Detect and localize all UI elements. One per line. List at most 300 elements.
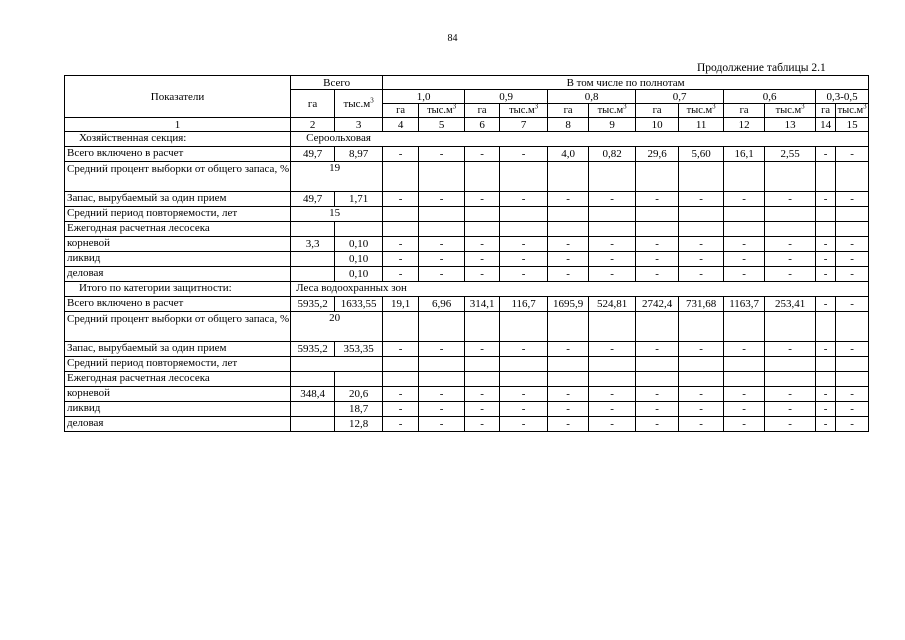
cell-empty [724, 162, 765, 192]
cell-empty [548, 207, 589, 222]
cell-value: - [679, 252, 724, 267]
cell-value: - [836, 402, 869, 417]
cell-empty [636, 162, 679, 192]
cell-empty [465, 222, 500, 237]
cell-empty [679, 372, 724, 387]
table-row [65, 402, 869, 417]
header-group: 1,0 [383, 90, 465, 104]
table-row [65, 147, 869, 162]
cell-value: - [765, 192, 816, 207]
section-label: Итого по категории защитности: [65, 282, 291, 297]
cell-total-vol: 18,7 [335, 402, 383, 417]
table-row [65, 192, 869, 207]
cell-value: - [589, 342, 636, 357]
cell-span-value: 20 [291, 312, 383, 342]
cell-empty [816, 162, 836, 192]
cell-value: - [465, 267, 500, 282]
cell-value: - [548, 387, 589, 402]
column-number: 9 [589, 118, 636, 132]
cell-value: - [816, 252, 836, 267]
cell-value: - [724, 252, 765, 267]
cell-empty [500, 312, 548, 342]
cell-value: - [500, 252, 548, 267]
section-value: Сероольховая [291, 132, 869, 147]
cell-value: - [383, 192, 419, 207]
cell-value: - [816, 342, 836, 357]
cell-value: - [419, 417, 465, 432]
cell-value: - [679, 417, 724, 432]
header-group: 0,7 [636, 90, 724, 104]
cell-empty [724, 357, 765, 372]
cell-empty [383, 372, 419, 387]
cell-empty [548, 372, 589, 387]
table-row [65, 222, 869, 237]
cell-value: - [548, 417, 589, 432]
table-row [65, 372, 869, 387]
row-label: деловая [65, 267, 291, 282]
cell-value: - [500, 342, 548, 357]
cell-value: - [836, 297, 869, 312]
cell-value: - [419, 402, 465, 417]
cell-value: - [383, 417, 419, 432]
cell-value: - [419, 192, 465, 207]
cell-empty [836, 357, 869, 372]
cell-value: - [465, 387, 500, 402]
cell-value: - [816, 147, 836, 162]
cell-value: - [836, 267, 869, 282]
cell-value: - [383, 402, 419, 417]
cell-value: 4,0 [548, 147, 589, 162]
cell-total-ha [291, 402, 335, 417]
cell-value: - [724, 342, 765, 357]
cell-empty [383, 162, 419, 192]
row-label: Ежегодная расчетная лесосека [65, 372, 291, 387]
cell-value: - [589, 267, 636, 282]
cell-value: 1163,7 [724, 297, 765, 312]
header-unit-vol [500, 104, 548, 118]
cell-empty [465, 207, 500, 222]
page-number: 84 [447, 33, 458, 44]
cell-value: 5,60 [679, 147, 724, 162]
cell-value: - [816, 297, 836, 312]
section-value: Леса водоохранных зон [291, 282, 869, 297]
cell-empty [836, 222, 869, 237]
table-row [65, 387, 869, 402]
unit-sup: 3 [863, 103, 867, 110]
cell-empty [465, 162, 500, 192]
cell-value: - [465, 402, 500, 417]
cell-value: - [500, 267, 548, 282]
column-number: 10 [636, 118, 679, 132]
cell-value: - [816, 417, 836, 432]
row-label: Средний процент выборки от общего запаса, % [65, 312, 291, 342]
cell-value: - [548, 342, 589, 357]
cell-value: - [465, 237, 500, 252]
cell-value: - [500, 402, 548, 417]
cell-value: - [465, 147, 500, 162]
cell-value: 6,96 [419, 297, 465, 312]
unit-text: тыс.м [686, 104, 713, 116]
header-unit-vol [679, 104, 724, 118]
row-label: корневой [65, 237, 291, 252]
row-label: ликвид [65, 252, 291, 267]
cell-empty [765, 162, 816, 192]
cell-value: - [765, 402, 816, 417]
cell-value: - [679, 237, 724, 252]
cell-value: - [500, 237, 548, 252]
cell-empty [500, 222, 548, 237]
cell-value: 19,1 [383, 297, 419, 312]
cell-empty [419, 222, 465, 237]
row-label: Запас, вырубаемый за один прием [65, 192, 291, 207]
column-number: 11 [679, 118, 724, 132]
cell-value: - [679, 342, 724, 357]
cell-empty [419, 372, 465, 387]
cell-empty [679, 222, 724, 237]
cell-value: - [765, 342, 816, 357]
cell-empty [419, 162, 465, 192]
table-row [65, 297, 869, 312]
column-number: 2 [291, 118, 335, 132]
column-number: 6 [465, 118, 500, 132]
table-row [65, 342, 869, 357]
row-label: ликвид [65, 402, 291, 417]
cell-value: - [836, 147, 869, 162]
section-row [65, 282, 869, 297]
table-row [65, 417, 869, 432]
cell-total-ha [291, 252, 335, 267]
unit-text: тыс.м [837, 104, 864, 116]
cell-empty [419, 357, 465, 372]
cell-span-value: 15 [291, 207, 383, 222]
header-unit-vol [589, 104, 636, 118]
cell-span-value [291, 357, 383, 372]
cell-value: - [465, 342, 500, 357]
cell-value: 2,55 [765, 147, 816, 162]
header-indicators: Показатели [65, 76, 291, 118]
cell-value: - [765, 387, 816, 402]
cell-total-ha [291, 417, 335, 432]
cell-value: - [383, 342, 419, 357]
cell-value: - [636, 252, 679, 267]
cell-value: - [589, 237, 636, 252]
header-total-vol: $тыс.м^3$ [335, 90, 383, 118]
unit-sup: 3 [801, 103, 805, 110]
header-unit-ha: га [816, 104, 836, 118]
cell-empty [589, 312, 636, 342]
cell-empty [636, 207, 679, 222]
cell-total-vol: 1,71 [335, 192, 383, 207]
cell-empty [383, 222, 419, 237]
cell-empty [636, 372, 679, 387]
cell-value: 1695,9 [548, 297, 589, 312]
cell-value: - [419, 147, 465, 162]
cell-empty [836, 372, 869, 387]
row-label: деловая [65, 417, 291, 432]
cell-empty [679, 312, 724, 342]
cell-value: - [636, 192, 679, 207]
cell-empty [724, 372, 765, 387]
cell-value: 253,41 [765, 297, 816, 312]
cell-value: - [836, 192, 869, 207]
cell-empty [500, 162, 548, 192]
header-unit-vol [765, 104, 816, 118]
cell-total-vol: 1633,55 [335, 297, 383, 312]
cell-value: - [679, 387, 724, 402]
cell-value: - [724, 402, 765, 417]
cell-value: - [724, 237, 765, 252]
table-row [65, 252, 869, 267]
column-number: 14 [816, 118, 836, 132]
header-group: 0,6 [724, 90, 816, 104]
cell-value: - [500, 387, 548, 402]
table-row [65, 267, 869, 282]
cell-value: - [383, 387, 419, 402]
cell-empty [548, 162, 589, 192]
row-label: Средний период повторяемости, лет [65, 207, 291, 222]
cell-empty [383, 312, 419, 342]
cell-value: 2742,4 [636, 297, 679, 312]
cell-value: - [679, 267, 724, 282]
cell-value: - [724, 267, 765, 282]
cell-total-vol: 0,10 [335, 267, 383, 282]
row-label: Запас, вырубаемый за один прием [65, 342, 291, 357]
cell-value: 116,7 [500, 297, 548, 312]
cell-value: - [548, 402, 589, 417]
column-number: 8 [548, 118, 589, 132]
table-caption: Продолжение таблицы 2.1 [697, 62, 826, 74]
cell-empty [548, 357, 589, 372]
cell-empty [465, 357, 500, 372]
cell-value: - [636, 402, 679, 417]
header-total: Всего [291, 76, 383, 90]
header-unit-vol [419, 104, 465, 118]
cell-empty [765, 207, 816, 222]
unit-sup: 3 [623, 103, 627, 110]
cell-total-ha: 49,7 [291, 192, 335, 207]
cell-value: 16,1 [724, 147, 765, 162]
unit-text: тыс.м [775, 104, 802, 116]
cell-value: - [589, 252, 636, 267]
cell-value: - [419, 237, 465, 252]
cell-value: - [816, 237, 836, 252]
cell-total-vol: 12,8 [335, 417, 383, 432]
table-row [65, 237, 869, 252]
cell-value: - [636, 417, 679, 432]
column-number: 15 [836, 118, 869, 132]
cell-empty [816, 312, 836, 342]
row-label: Средний процент выборки от общего запаса, % [65, 162, 291, 192]
cell-empty [724, 222, 765, 237]
header-unit-ha: га [548, 104, 589, 118]
cell-value: - [765, 267, 816, 282]
header-group: 0,3-0,5 [816, 90, 869, 104]
cell-value: - [836, 387, 869, 402]
section-row [65, 132, 869, 147]
cell-empty [816, 207, 836, 222]
cell-value: - [636, 237, 679, 252]
cell-value: - [836, 342, 869, 357]
section-label: Хозяйственная секция: [65, 132, 291, 147]
cell-empty [383, 207, 419, 222]
cell-value: - [724, 192, 765, 207]
cell-empty [548, 222, 589, 237]
cell-value: - [419, 387, 465, 402]
cell-empty [500, 357, 548, 372]
cell-value: - [589, 417, 636, 432]
cell-value: - [548, 267, 589, 282]
header-total-ha: га [291, 90, 335, 118]
cell-empty [679, 162, 724, 192]
cell-empty [765, 357, 816, 372]
header-group: 0,8 [548, 90, 636, 104]
table-row [65, 207, 869, 222]
cell-empty [291, 222, 335, 237]
cell-value: - [816, 267, 836, 282]
row-label: Средний период повторяемости, лет [65, 357, 291, 372]
column-number: 5 [419, 118, 465, 132]
table-row [65, 162, 869, 192]
cell-value: - [816, 387, 836, 402]
cell-empty [419, 312, 465, 342]
cell-empty [816, 222, 836, 237]
cell-empty [465, 312, 500, 342]
cell-total-ha: 5935,2 [291, 297, 335, 312]
cell-total-ha: 5935,2 [291, 342, 335, 357]
column-number: 3 [335, 118, 383, 132]
cell-value: - [724, 417, 765, 432]
unit-sup: 3 [452, 103, 457, 110]
header-unit-vol [836, 104, 869, 118]
cell-value: - [765, 237, 816, 252]
cell-value: 29,6 [636, 147, 679, 162]
cell-empty [816, 357, 836, 372]
cell-empty [636, 222, 679, 237]
unit-sup: 3 [712, 103, 716, 110]
cell-value: 0,82 [589, 147, 636, 162]
cell-empty [636, 357, 679, 372]
cell-value: - [836, 252, 869, 267]
cell-value: - [465, 192, 500, 207]
table-row [65, 312, 869, 342]
cell-empty [636, 312, 679, 342]
cell-total-ha [291, 267, 335, 282]
cell-value: - [465, 417, 500, 432]
cell-value: - [679, 192, 724, 207]
cell-value: - [636, 342, 679, 357]
cell-value: - [548, 252, 589, 267]
cell-value: 731,68 [679, 297, 724, 312]
cell-value: - [383, 252, 419, 267]
cell-empty [836, 162, 869, 192]
cell-value: - [589, 402, 636, 417]
unit-text: тыс.м [427, 104, 453, 116]
cell-empty [548, 312, 589, 342]
cell-empty [765, 312, 816, 342]
cell-empty [291, 372, 335, 387]
forest-table [64, 75, 869, 432]
column-number: 7 [500, 118, 548, 132]
table-row [65, 357, 869, 372]
cell-empty [589, 222, 636, 237]
cell-value: - [383, 147, 419, 162]
cell-value: - [816, 402, 836, 417]
header-unit-ha: га [724, 104, 765, 118]
cell-value: - [383, 267, 419, 282]
cell-span-value: 19 [291, 162, 383, 192]
unit-text: тыс.м [509, 104, 535, 116]
cell-empty [500, 207, 548, 222]
row-label: Ежегодная расчетная лесосека [65, 222, 291, 237]
cell-empty [816, 372, 836, 387]
cell-value: - [765, 252, 816, 267]
cell-empty [724, 207, 765, 222]
cell-total-ha: 3,3 [291, 237, 335, 252]
header-including: В том числе по полнотам [383, 76, 869, 90]
cell-empty [679, 357, 724, 372]
cell-empty [335, 222, 383, 237]
row-label: Всего включено в расчет [65, 297, 291, 312]
cell-value: - [836, 237, 869, 252]
header-unit-ha: га [383, 104, 419, 118]
cell-value: - [548, 237, 589, 252]
cell-value: - [816, 192, 836, 207]
cell-value: - [500, 147, 548, 162]
cell-value: 314,1 [465, 297, 500, 312]
cell-empty [589, 372, 636, 387]
cell-total-vol: 20,6 [335, 387, 383, 402]
cell-empty [724, 312, 765, 342]
cell-value: - [419, 252, 465, 267]
cell-value: 524,81 [589, 297, 636, 312]
cell-total-vol: 8,97 [335, 147, 383, 162]
cell-value: - [589, 387, 636, 402]
column-number: 13 [765, 118, 816, 132]
cell-value: - [724, 387, 765, 402]
cell-value: - [836, 417, 869, 432]
header-unit-ha: га [465, 104, 500, 118]
cell-value: - [500, 192, 548, 207]
cell-value: - [548, 192, 589, 207]
cell-value: - [765, 417, 816, 432]
cell-empty [765, 372, 816, 387]
cell-value: - [383, 237, 419, 252]
cell-total-vol: 0,10 [335, 237, 383, 252]
unit-text: тыс.м [597, 104, 624, 116]
cell-value: - [589, 192, 636, 207]
cell-empty [589, 207, 636, 222]
cell-total-vol: 0,10 [335, 252, 383, 267]
cell-empty [419, 207, 465, 222]
cell-empty [465, 372, 500, 387]
column-number: 1 [65, 118, 291, 132]
header-unit-ha: га [636, 104, 679, 118]
row-label: Всего включено в расчет [65, 147, 291, 162]
cell-empty [383, 357, 419, 372]
cell-value: - [679, 402, 724, 417]
cell-empty [589, 162, 636, 192]
cell-empty [679, 207, 724, 222]
cell-value: - [636, 267, 679, 282]
cell-total-vol: 353,35 [335, 342, 383, 357]
header-group: 0,9 [465, 90, 548, 104]
cell-empty [836, 207, 869, 222]
cell-value: - [419, 267, 465, 282]
row-label: корневой [65, 387, 291, 402]
cell-empty [765, 222, 816, 237]
cell-empty [335, 372, 383, 387]
column-number: 12 [724, 118, 765, 132]
